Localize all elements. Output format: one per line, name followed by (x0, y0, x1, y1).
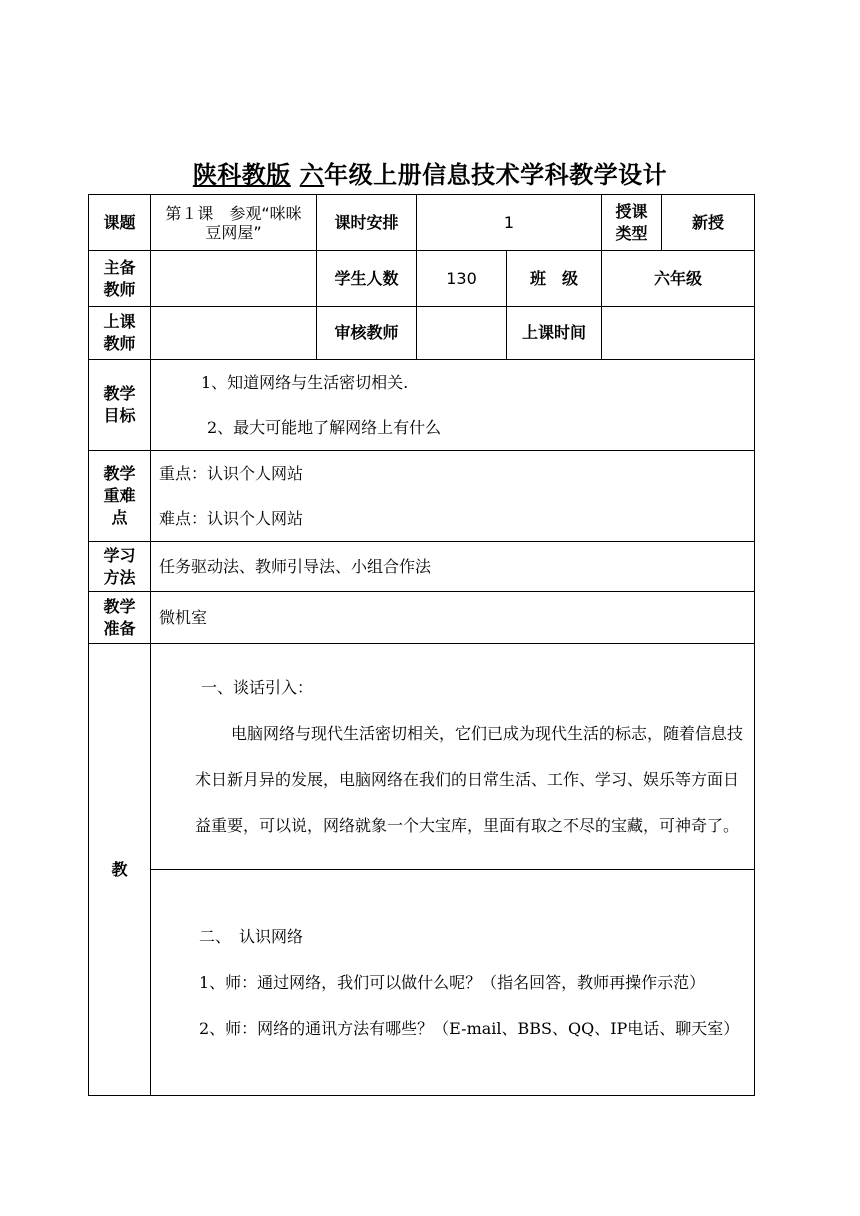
section1-cell (151, 644, 755, 870)
title-publisher: 陕科教版 (192, 161, 291, 189)
section1-title: 一、谈话引入： (201, 677, 314, 697)
period-label: 课时安排 (317, 195, 417, 251)
students-value: 130 (417, 251, 507, 307)
keypoints-cell (151, 451, 755, 542)
goals-cell (151, 360, 755, 451)
key-point: 重点：认识个人网站 (159, 464, 304, 483)
table-row (89, 195, 755, 251)
table-row (89, 592, 755, 644)
title-grade: 六 (299, 161, 325, 189)
table-row (89, 644, 755, 870)
section1-text: 电脑网络与现代生活密切相关，它们已成为现代生活的标志，随着信息技术日新月异的发展，电脑网络在我们的日常生活、工作、学习、娱乐等方面日益重要，可以说，网络就象一个大宝库，里面有取之不尽的宝藏，可神奇了。 (195, 723, 744, 835)
teacher-value (151, 251, 317, 307)
hard-point: 难点：认识个人网站 (159, 509, 304, 528)
section2-title: 二、 认识网络 (199, 926, 304, 946)
table-row (89, 251, 755, 307)
period-value: 1 (417, 195, 602, 251)
section2-question: 1、师：通过网络，我们可以做什么呢？（指名回答，教师再操作示范） (199, 972, 706, 992)
class-value: 六年级 (602, 251, 755, 307)
table-row (89, 307, 755, 360)
table-row (89, 451, 755, 542)
lecturer-label: 上课教师 (89, 307, 151, 360)
prep-label: 教学准备 (89, 592, 151, 644)
table-row (89, 360, 755, 451)
section2-cell (151, 870, 755, 1096)
time-label: 上课时间 (507, 307, 602, 360)
type-value: 新授 (662, 195, 755, 251)
students-label: 学生人数 (317, 251, 417, 307)
class-label: 班 级 (507, 251, 602, 307)
method-value: 任务驱动法、教师引导法、小组合作法 (151, 542, 755, 592)
reviewer-value (417, 307, 507, 360)
goals-label: 教学目标 (89, 360, 151, 451)
goal-item: 2、最大可能地了解网络上有什么 (207, 418, 442, 437)
section2-question: 2、师：网络的通讯方法有哪些？（E-mail、BBS、QQ、IP电话、聊天室） (199, 1018, 740, 1038)
type-label: 授课类型 (602, 195, 662, 251)
keypoints-label: 教学重难点 (89, 451, 151, 542)
lesson-plan-table (88, 194, 755, 1096)
process-label: 教 (89, 644, 151, 1096)
lecturer-value (151, 307, 317, 360)
prep-value: 微机室 (151, 592, 755, 644)
topic-label: 课题 (89, 195, 151, 251)
table-row (89, 870, 755, 1096)
time-value (602, 307, 755, 360)
method-label: 学习方法 (89, 542, 151, 592)
page-title (0, 155, 860, 190)
title-rest: 年级上册信息技术学科教学设计 (324, 161, 668, 189)
reviewer-label: 审核教师 (317, 307, 417, 360)
table-row (89, 542, 755, 592)
topic-value: 第１课 参观“咪咪豆网屋” (151, 195, 317, 251)
teacher-label: 主备教师 (89, 251, 151, 307)
goal-item: 1、知道网络与生活密切相关. (201, 373, 409, 392)
